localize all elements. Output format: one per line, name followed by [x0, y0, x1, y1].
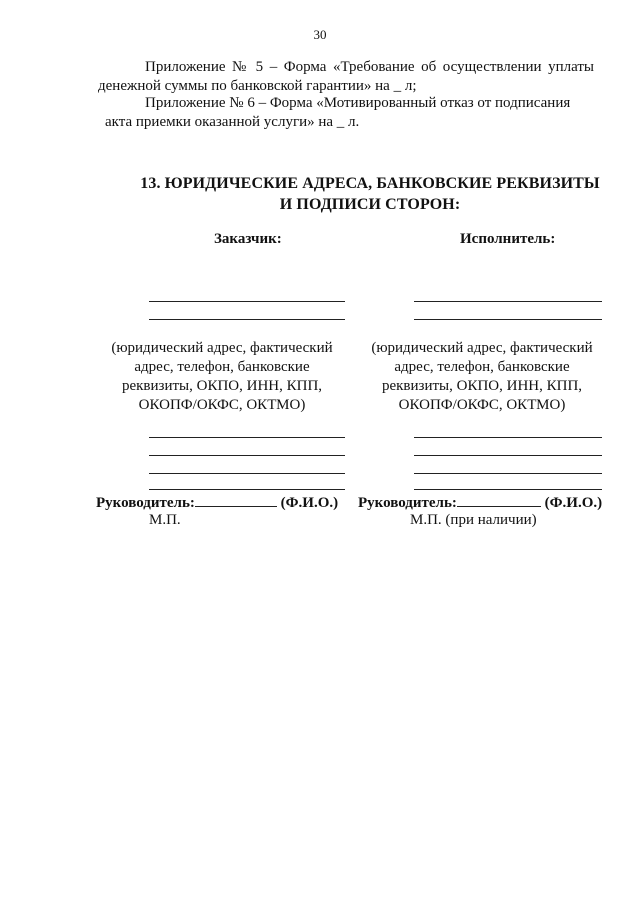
customer-requisites-line[interactable] [149, 489, 345, 490]
contractor-director [358, 494, 602, 512]
customer-fio-label: (Ф.И.О.) [280, 495, 339, 511]
section-title-line1: 13. ЮРИДИЧЕСКИЕ АДРЕСА, БАНКОВСКИЕ РЕКВИЗИТЫ [140, 175, 600, 192]
contractor-name-line[interactable] [414, 301, 602, 302]
customer-director-label: Руководитель: [96, 495, 195, 511]
contractor-requisites-line[interactable] [414, 473, 602, 474]
contractor-requisites-line[interactable] [414, 489, 602, 490]
customer-director [96, 494, 338, 512]
contractor-signature-blank[interactable] [457, 494, 541, 507]
contractor-fio-label: (Ф.И.О.) [544, 495, 603, 511]
appendix-5 [98, 58, 594, 96]
contractor-requisites-line[interactable] [414, 437, 602, 438]
appendix-6-line2: акта приемки оказанной услуги» на _ л. [105, 114, 360, 130]
section-title-line2: И ПОДПИСИ СТОРОН: [279, 196, 461, 213]
contractor-name-line[interactable] [414, 319, 602, 320]
appendix-5-line2: денежной суммы по банковской гарантии» на _ л; [98, 78, 417, 94]
customer-heading: Заказчик: [214, 231, 282, 247]
contractor-requisites-line[interactable] [414, 455, 602, 456]
customer-requisites-line[interactable] [149, 473, 345, 474]
page-number: 30 [313, 27, 327, 42]
section-title [120, 173, 620, 215]
customer-requisites-line[interactable] [149, 437, 345, 438]
appendix-6-line1: Приложение № 6 – Форма «Мотивированный отказ от подписания [145, 95, 571, 111]
contractor-stamp: М.П. (при наличии) [410, 512, 537, 528]
customer-signature-blank[interactable] [195, 494, 277, 507]
customer-stamp: М.П. [149, 512, 181, 528]
contractor-director-label: Руководитель: [358, 495, 457, 511]
appendix-5-line1: Приложение № 5 – Форма «Требование об осуществлении уплаты [145, 59, 594, 75]
customer-requisites-hint: (юридический адрес, фактический адрес, телефон, банковские реквизиты, ОКПО, ИНН, КПП, ОКОПФ/ОКФС, ОКТМО) [111, 340, 333, 413]
contractor-heading: Исполнитель: [460, 231, 556, 247]
customer-name-line[interactable] [149, 319, 345, 320]
customer-requisites-line[interactable] [149, 455, 345, 456]
customer-name-line[interactable] [149, 301, 345, 302]
appendix-6 [98, 94, 594, 132]
contractor-requisites-hint: (юридический адрес, фактический адрес, телефон, банковские реквизиты, ОКПО, ИНН, КПП, ОКОПФ/ОКФС, ОКТМО) [371, 340, 593, 413]
